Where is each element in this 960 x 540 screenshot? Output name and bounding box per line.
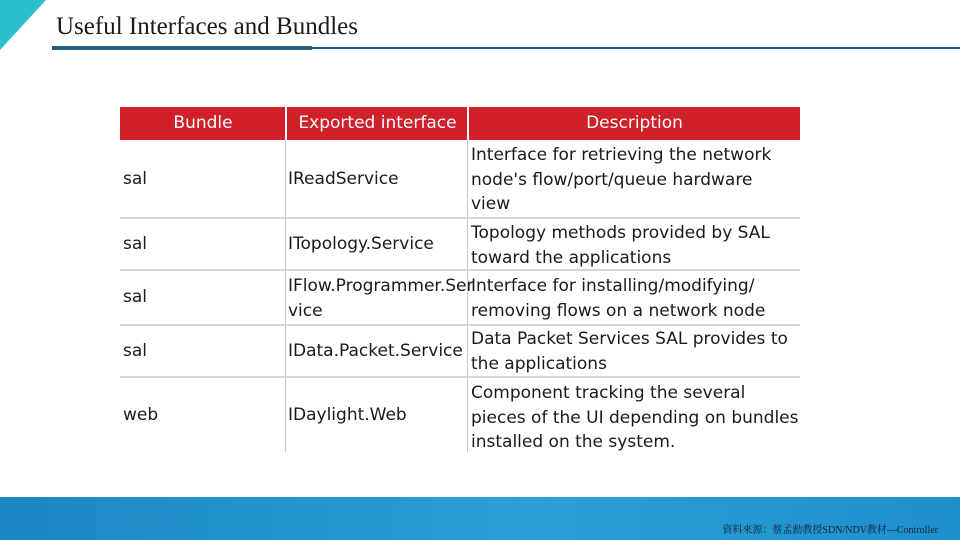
description-line: Interface for installing/modifying/ [471, 276, 755, 296]
description-line: toward the applications [471, 247, 672, 268]
description-cell [471, 274, 765, 323]
footer-bar [0, 497, 960, 540]
interface-text: vice [288, 300, 323, 321]
description-cell [471, 221, 770, 270]
description-cell [471, 143, 771, 217]
slide-title: Useful Interfaces and Bundles [56, 13, 358, 40]
description-line: removing flows on a network node [471, 300, 766, 321]
description-line: the applications [471, 353, 607, 374]
bundle-table [120, 107, 800, 452]
header-bundle: Bundle [173, 113, 233, 133]
column-divider [285, 140, 286, 452]
description-cell [471, 381, 799, 455]
bundle-text: sal [123, 233, 147, 254]
description-line: view [471, 194, 511, 214]
interface-text: IReadService [288, 169, 399, 190]
interface-cell [288, 219, 434, 269]
bundle-cell [123, 219, 147, 269]
bundle-cell [123, 271, 147, 324]
table-header [120, 107, 800, 140]
interface-text: IDaylight.Web [288, 404, 407, 425]
description-line: Topology methods provided by SAL [471, 223, 770, 243]
interface-text: ITopology.Service [288, 233, 434, 254]
bundle-text: sal [123, 340, 147, 361]
bundle-text: sal [123, 169, 147, 190]
title-underline [52, 47, 960, 49]
bundle-cell [123, 326, 147, 376]
footer-source-text: 資料來源：蔡孟勳教授SDN/NDV教材—Controller [722, 525, 938, 536]
interface-cell [288, 142, 399, 217]
bundle-text: web [123, 404, 159, 425]
row-divider [120, 217, 800, 219]
description-cell [471, 327, 788, 376]
description-line: installed on the system. [471, 432, 676, 452]
interface-cell [288, 378, 407, 452]
description-line: Interface for retrieving the network [471, 145, 772, 165]
corner-accent [0, 0, 46, 50]
description-line: Component tracking the several [471, 383, 746, 403]
bundle-text: sal [123, 287, 147, 308]
description-line: pieces of the UI depending on bundles [471, 407, 799, 428]
bundle-cell [123, 378, 158, 452]
interface-text: IFlow.Programmer.Ser [288, 276, 474, 296]
header-exported-interface: Exported interface [298, 113, 457, 133]
row-divider [120, 376, 800, 378]
description-line: Data Packet Services SAL provides to [471, 329, 788, 349]
interface-text: IData.Packet.Service [288, 340, 463, 361]
bundle-cell [123, 142, 147, 217]
interface-cell [288, 274, 473, 323]
header-description: Description [586, 113, 683, 133]
description-line: node's flow/port/queue hardware [471, 169, 753, 190]
interface-cell [288, 326, 463, 376]
